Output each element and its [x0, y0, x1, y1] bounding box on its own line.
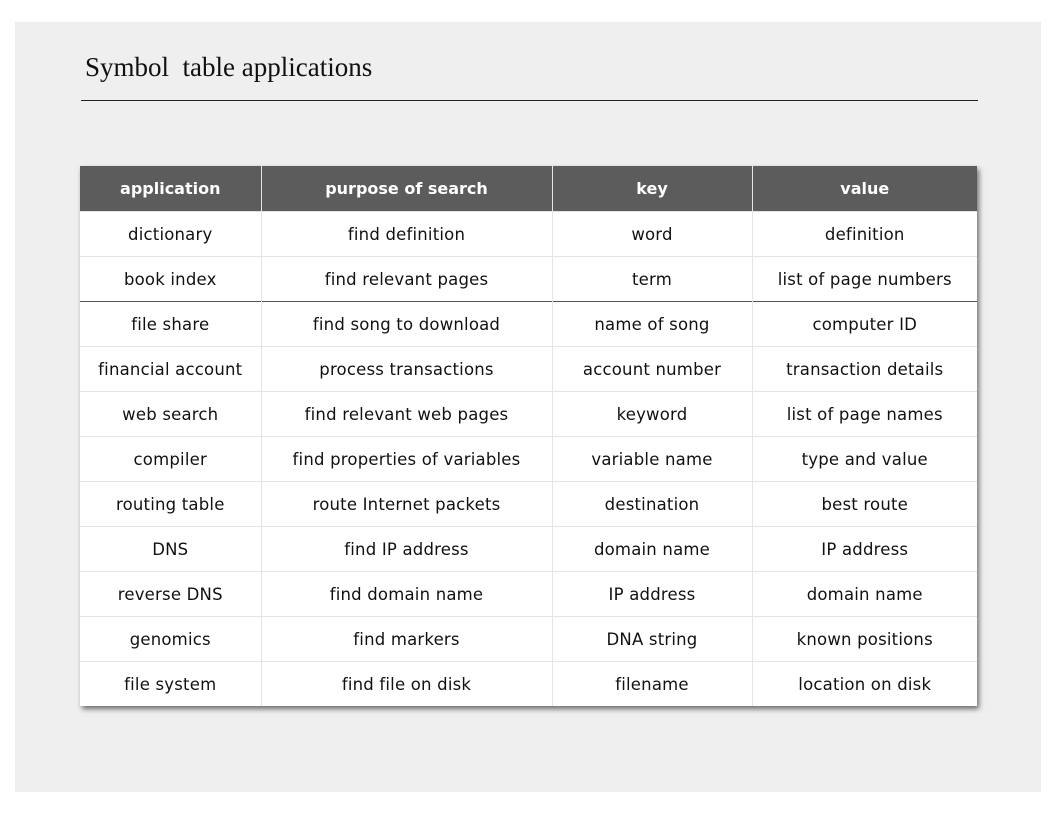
- cell-application: compiler: [80, 437, 261, 482]
- title-divider: [81, 100, 978, 101]
- slide-title: Symbol table applications: [85, 52, 373, 82]
- applications-table: [80, 166, 977, 706]
- cell-key: variable name: [552, 437, 752, 482]
- cell-application: dictionary: [80, 212, 261, 257]
- cell-value: type and value: [752, 437, 977, 482]
- cell-value: domain name: [752, 572, 977, 617]
- table-row: [80, 527, 977, 572]
- cell-value: computer ID: [752, 302, 977, 347]
- cell-value: list of page numbers: [752, 257, 977, 302]
- cell-value: best route: [752, 482, 977, 527]
- cell-purpose: find song to download: [261, 302, 552, 347]
- cell-application: routing table: [80, 482, 261, 527]
- applications-table-container: [80, 166, 977, 706]
- cell-key: account number: [552, 347, 752, 392]
- cell-key: DNA string: [552, 617, 752, 662]
- cell-value: location on disk: [752, 662, 977, 707]
- table-header-row: [80, 166, 977, 212]
- cell-application: file system: [80, 662, 261, 707]
- cell-value: definition: [752, 212, 977, 257]
- cell-application: web search: [80, 392, 261, 437]
- header-purpose-of-search: purpose of search: [261, 166, 552, 212]
- slide: [15, 22, 1041, 792]
- cell-purpose: find file on disk: [261, 662, 552, 707]
- cell-purpose: find properties of variables: [261, 437, 552, 482]
- cell-key: term: [552, 257, 752, 302]
- table-row: [80, 482, 977, 527]
- cell-key: name of song: [552, 302, 752, 347]
- cell-key: destination: [552, 482, 752, 527]
- cell-key: IP address: [552, 572, 752, 617]
- table-row: [80, 662, 977, 707]
- cell-purpose: find IP address: [261, 527, 552, 572]
- cell-application: book index: [80, 257, 261, 302]
- cell-value: list of page names: [752, 392, 977, 437]
- cell-application: file share: [80, 302, 261, 347]
- cell-purpose: find markers: [261, 617, 552, 662]
- cell-application: financial account: [80, 347, 261, 392]
- cell-application: DNS: [80, 527, 261, 572]
- table-row: [80, 572, 977, 617]
- header-key: key: [552, 166, 752, 212]
- header-application: application: [80, 166, 261, 212]
- cell-purpose: route Internet packets: [261, 482, 552, 527]
- table-row: [80, 392, 977, 437]
- cell-purpose: find relevant web pages: [261, 392, 552, 437]
- cell-key: domain name: [552, 527, 752, 572]
- cell-value: IP address: [752, 527, 977, 572]
- cell-key: filename: [552, 662, 752, 707]
- table-row: [80, 212, 977, 257]
- cell-key: keyword: [552, 392, 752, 437]
- table-row: [80, 437, 977, 482]
- cell-purpose: find definition: [261, 212, 552, 257]
- cell-value: known positions: [752, 617, 977, 662]
- table-row: [80, 617, 977, 662]
- table-row: [80, 347, 977, 392]
- cell-application: genomics: [80, 617, 261, 662]
- cell-purpose: process transactions: [261, 347, 552, 392]
- cell-application: reverse DNS: [80, 572, 261, 617]
- cell-purpose: find domain name: [261, 572, 552, 617]
- cell-key: word: [552, 212, 752, 257]
- table-row: [80, 257, 977, 302]
- cell-value: transaction details: [752, 347, 977, 392]
- table-row: [80, 302, 977, 347]
- cell-purpose: find relevant pages: [261, 257, 552, 302]
- header-value: value: [752, 166, 977, 212]
